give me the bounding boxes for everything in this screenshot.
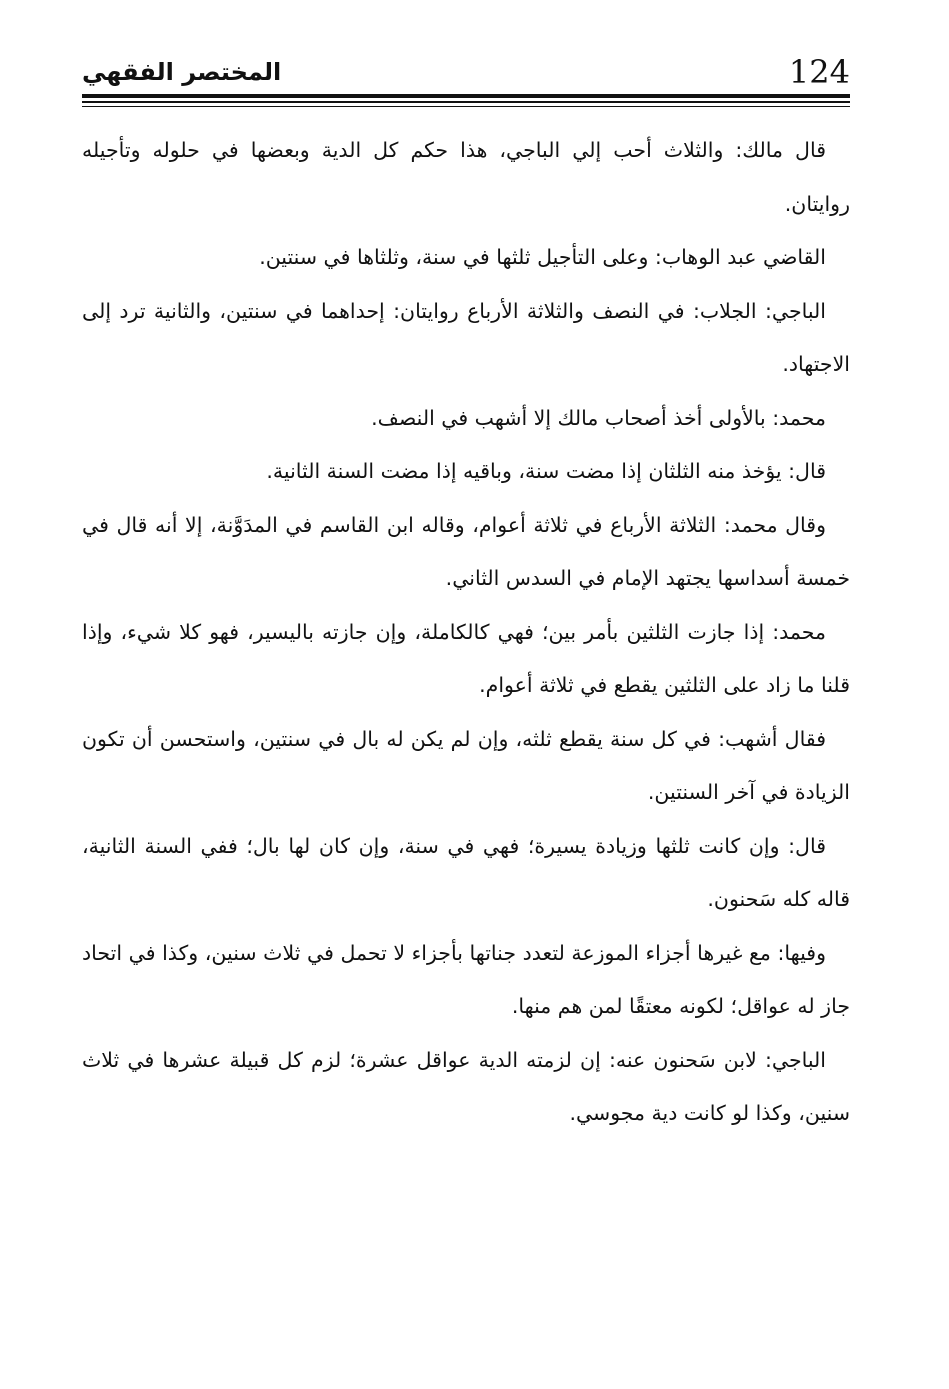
paragraph: القاضي عبد الوهاب: وعلى التأجيل ثلثها في سنة، وثلثاها في سنتين. bbox=[259, 245, 826, 269]
paragraph: وفيها: مع غيرها أجزاء الموزعة لتعدد جناتها بأجزاء لا تحمل في ثلاث سنين، وكذا في اتحاد جاز له عواقل؛ لكونه معتقًا لمن هم منها. bbox=[82, 940, 850, 1018]
header-rule-thin bbox=[82, 101, 850, 103]
page-header bbox=[82, 52, 850, 92]
paragraph: محمد: إذا جازت الثلثين بأمر بين؛ فهي كالكاملة، وإن جازته باليسير، فهو كلا شيء، وإذا قلنا ما زاد على الثلثين يقطع في ثلاثة أعوام. bbox=[82, 619, 850, 697]
page-number: 124 bbox=[788, 53, 850, 91]
paragraph: قال: وإن كانت ثلثها وزيادة يسيرة؛ فهي في سنة، وإن كان لها بال؛ ففي السنة الثانية، قاله كله سَحنون. bbox=[82, 833, 850, 911]
header-rule-thick bbox=[82, 94, 850, 98]
book-title: المختصر الفقهي bbox=[82, 58, 282, 86]
paragraph: فقال أشهب: في كل سنة يقطع ثلثه، وإن لم يكن له بال في سنتين، واستحسن أن تكون الزيادة في آخر السنتين. bbox=[82, 726, 850, 804]
paragraph: الباجي: الجلاب: في النصف والثلاثة الأرباع روايتان: إحداهما في سنتين، والثانية ترد إلى الاجتهاد. bbox=[82, 298, 850, 376]
paragraph: محمد: بالأولى أخذ أصحاب مالك إلا أشهب في النصف. bbox=[371, 405, 826, 430]
paragraph: الباجي: لابن سَحنون عنه: إن لزمته الدية عواقل عشرة؛ لزم كل قبيلة عشرها في ثلاث سنين، وكذا لو كانت دية مجوسي. bbox=[82, 1047, 850, 1125]
paragraph: قال مالك: والثلاث أحب إلي الباجي، هذا حكم كل الدية وبعضها في حلوله وتأجيله روايتان. bbox=[82, 138, 850, 216]
header-rule-hairline bbox=[82, 106, 850, 107]
body-text bbox=[82, 124, 850, 1141]
paragraph: قال: يؤخذ منه الثلثان إذا مضت سنة، وباقيه إذا مضت السنة الثانية. bbox=[266, 459, 826, 483]
paragraph: وقال محمد: الثلاثة الأرباع في ثلاثة أعوام، وقاله ابن القاسم في المدَوَّنة، إلا أنه قال في خمسة أسداسها يجتهد الإمام في السدس الثاني. bbox=[82, 512, 850, 590]
document-page bbox=[82, 0, 850, 1389]
